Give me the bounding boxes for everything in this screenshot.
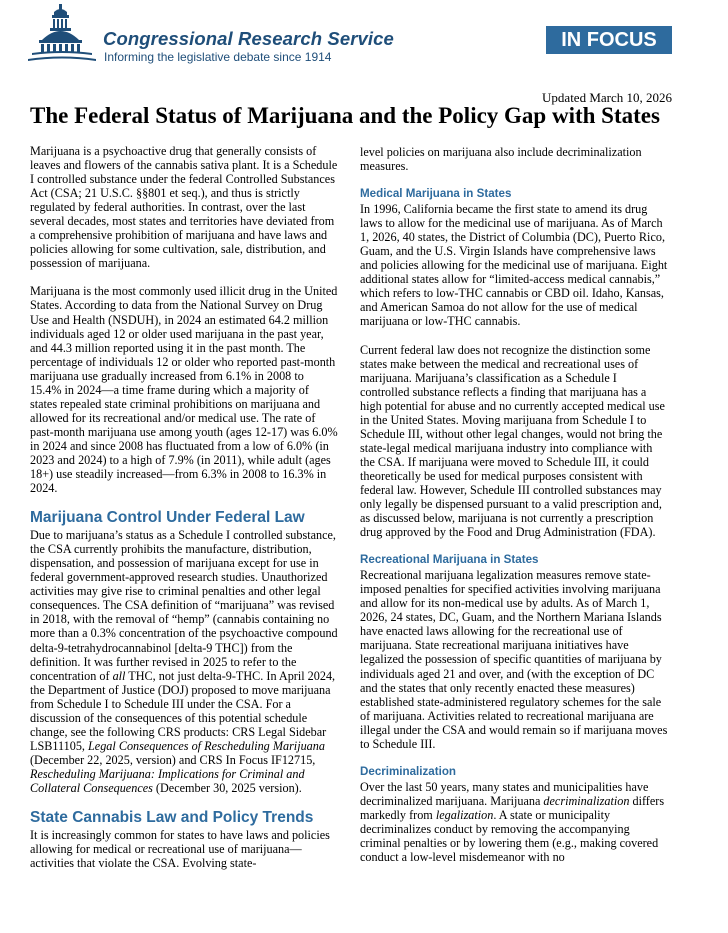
paragraph-federal-distinction: Current federal law does not recognize the distinction some states make between the medical and recreational uses of marijuana. Marijuana’s classification as a Schedule I controlled substance reflects a finding that marijuana has a high potential for abuse and no currently accepted medical use in the United States. Moving marijuana from Schedule I to Schedule III, without other legal changes, would not bring the state-legal medical marijuana industry into compliance with the CSA. If marijuana were moved to Schedule III, it could theoretically be used for medical purposes consistent with federal law. However, Schedule III controlled substances may only legally be dispensed pursuant to a valid prescription and, as discussed below, marijuana is not currently a prescription drug approved by the Food and Drug Administration (FDA).	[360, 342, 665, 540]
section-heading-federal-control: Marijuana Control Under Federal Law	[30, 509, 305, 527]
text-run: (December 30, 2025 version).	[152, 780, 302, 795]
subheading-decriminalization: Decriminalization	[360, 764, 456, 778]
paragraph-state-trends-cont: level policies on marijuana also include decriminalization measures.	[360, 145, 642, 174]
paragraph-intro: Marijuana is a psychoactive drug that generally consists of leaves and flowers of the cannabis sativa plant. It is a Schedule I controlled substance under the federal Controlled Substances Act (CSA; 21 U.S.C. §§801 et seq.), and thus is strictly regulated by federal authorities. In contrast, over the last several decades, most states and territories have deviated from a comprehensive prohibition of marijuana and have laws and policies allowing for some cultivation, sale, distribution, and possession of marijuana.	[30, 144, 338, 271]
paragraph-federal-control	[30, 528, 338, 795]
text-run: Due to marijuana’s status as a Schedule I controlled substance, the CSA currently prohibits the manufacture, distribution, dispensation, and possession of marijuana except for use in federal government-approved research studies. Unauthorized activities may give rise to criminal penalties and other legal consequences. The CSA definition of “marijuana” was revised in 2018, with the removal of “hemp” (cannabis containing no more than a 0.3% concentration of the psychoactive compound delta-9-tetrahydrocannabinol [delta-9 THC]) from the definition. It was further revised in 2025 to refer to the concentration of	[30, 528, 338, 683]
text-run: Over the last 50 years, many states and municipalities have decriminalized marijuana. Marijuana	[360, 779, 649, 808]
text-run: (December 22, 2025, version) and CRS In Focus IF12715,	[30, 752, 316, 767]
paragraph-state-trends: It is increasingly common for states to have laws and policies allowing for medical or recreational use of marijuana—activities that violate the CSA. Evolving state-	[30, 828, 330, 871]
updated-date: Updated March 10, 2026	[542, 90, 672, 105]
paragraph-usage: Marijuana is the most commonly used illicit drug in the United States. According to data from the National Survey on Drug Use and Health (NSDUH), in 2024 an estimated 64.2 million individuals aged 12 or older used marijuana in the past year, and 44.3 million reported using it in the past month. The percentage of individuals 12 or older who reported past-month marijuana use gradually increased from 6.1% in 2008 to 15.4% in 2024—a time frame during which a majority of states repealed state criminal prohibitions on marijuana and allowed for its recreational and/or medical use. The rate of past-month marijuana use among youth (ages 12-17) was 6.0% in 2024 and since 2008 has fluctuated from a low of 6.0% (in 2023 and 2024) to a high of 7.9% (in 2011), while adult (ages 18+) use steadily increased—from 6.3% in 2008 to 16.3% in 2024.	[30, 284, 338, 496]
text-run: THC, not just delta-9-THC. In April 2024, the Department of Justice (DOJ) proposed to move marijuana from Schedule I to Schedule III under the CSA. For a discussion of the consequences of this potential schedule change, see the following CRS products: CRS Legal Sidebar LSB11105,	[30, 668, 336, 753]
emphasis-legalization: legalization	[435, 807, 494, 822]
crs-product-title: Rescheduling Marijuana: Implications for Criminal and Collateral Consequences	[30, 766, 305, 795]
capitol-dome-icon	[26, 4, 98, 66]
subheading-recreational: Recreational Marijuana in States	[360, 553, 539, 567]
crs-product-title: Legal Consequences of Rescheduling Marijuana	[88, 738, 325, 753]
subheading-medical: Medical Marijuana in States	[360, 187, 512, 201]
text-run: . A state or municipality decriminalizes conduct by removing the accompanying criminal penalties or by lowering them (e.g., making covered conduct a low-level misdemeanor with no	[360, 807, 659, 865]
emphasis-decriminalization: decriminalization	[543, 793, 630, 808]
header	[0, 0, 728, 80]
text-run: differs markedly from	[360, 793, 665, 822]
org-tagline: Informing the legislative debate since 1914	[104, 50, 332, 64]
page-title: The Federal Status of Marijuana and the Policy Gap with States	[30, 103, 660, 128]
left-column	[30, 144, 338, 884]
paragraph-medical: In 1996, California became the first state to amend its drug laws to allow for the medicinal use of marijuana. As of March 1, 2026, 40 states, the District of Columbia (DC), Puerto Rico, Guam, and the U.S. Virgin Islands have comprehensive laws and policies allowing for the medicinal use of marijuana. Eight additional states allow for “limited-access medical cannabis,” which refers to low-THC cannabis or CBD oil. Idaho, Kansas, and American Samoa do not allow for the use of medical marijuana or low-THC cannabis.	[360, 202, 668, 329]
right-column	[360, 145, 668, 878]
emphasis-all: all	[112, 668, 126, 683]
paragraph-decriminalization	[360, 780, 668, 864]
in-focus-badge: IN FOCUS	[546, 26, 672, 54]
paragraph-recreational: Recreational marijuana legalization measures remove state-imposed penalties for specified activities involving marijuana and allow for its non-medical use by adults. As of March 1, 2026, 24 states, DC, Guam, and the Northern Mariana Islands have enacted laws allowing for the recreational use of marijuana. State recreational marijuana initiatives have legalized the possession of specific quantities of marijuana by individuals aged 21 and over, and (with the exception of DC and the states that only recently enacted these measures) established state-administered regulatory schemes for the sale of marijuana. Activities related to recreational marijuana are illegal under the CSA and would remain so if marijuana moves to Schedule III.	[360, 568, 668, 751]
org-name: Congressional Research Service	[103, 28, 394, 49]
section-heading-state-trends: State Cannabis Law and Policy Trends	[30, 809, 314, 827]
